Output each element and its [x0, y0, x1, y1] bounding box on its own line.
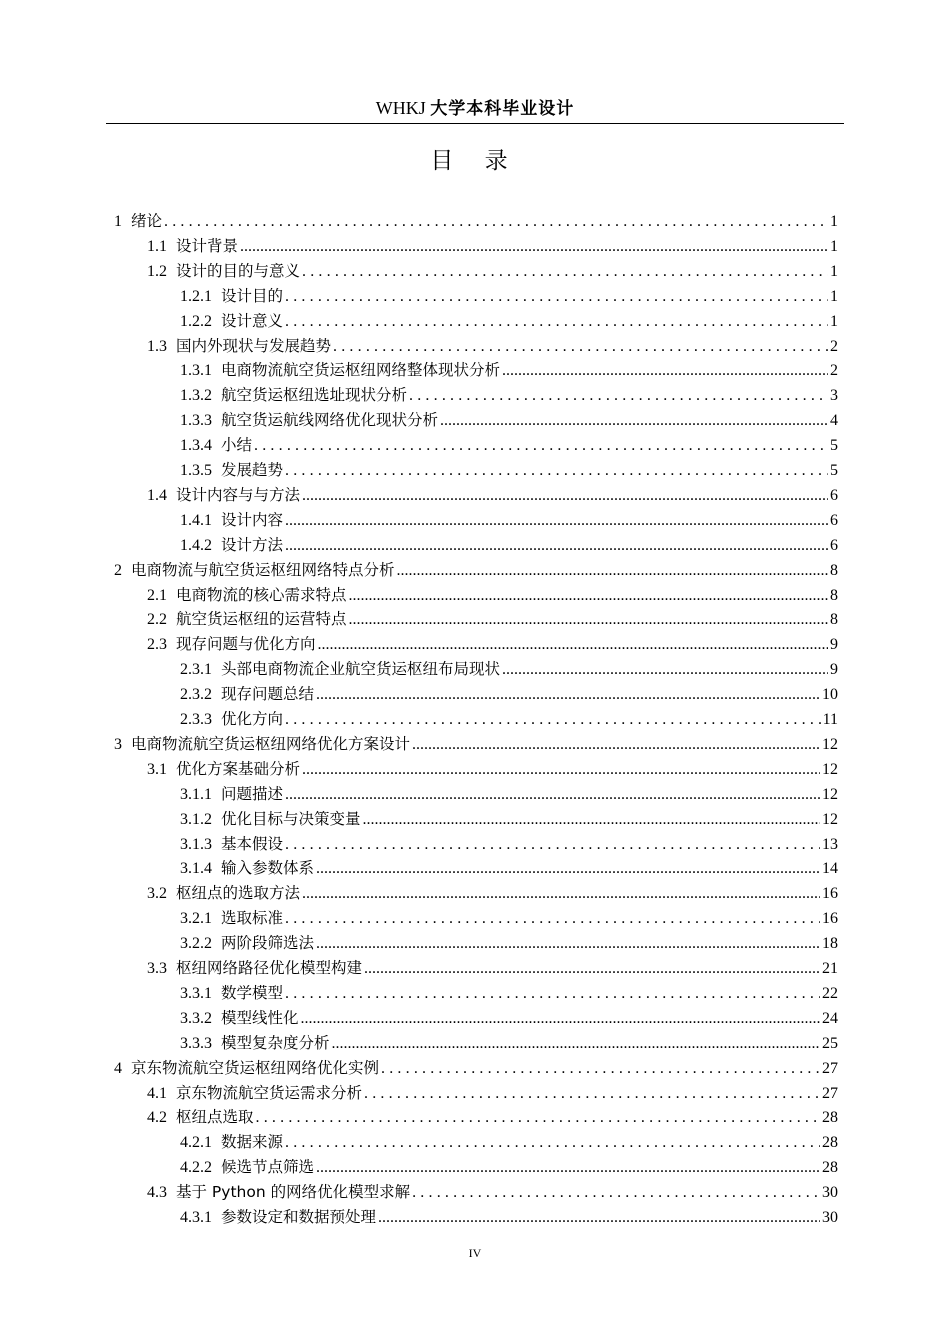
toc-entry[interactable] [180, 807, 838, 832]
toc-entry-page: 13 [822, 835, 838, 853]
toc-entry[interactable] [180, 309, 838, 334]
toc-entry-title: 电商物流的核心需求特点 [176, 585, 347, 604]
toc-entry-title: 基本假设 [221, 834, 284, 853]
toc-dot-leader [240, 234, 828, 259]
toc-entry[interactable] [147, 607, 838, 632]
toc-entry[interactable] [147, 881, 838, 906]
toc-entry-number: 1.2.1 [180, 287, 212, 305]
toc-dot-leader [256, 1105, 820, 1130]
toc-entry-title: 优化方案基础分析 [176, 759, 301, 778]
toc-entry-page: 12 [822, 735, 838, 753]
toc-entry-number: 3.2.2 [180, 935, 212, 953]
header-rule [106, 123, 844, 124]
toc-dot-leader [333, 334, 828, 359]
toc-entry-number: 2.3 [147, 636, 167, 654]
toc-entry[interactable] [147, 632, 838, 657]
toc-dot-leader [412, 732, 820, 757]
toc-entry-number: 1.1 [147, 237, 167, 255]
toc-entry-page: 5 [830, 437, 838, 455]
toc-entry-title: 电商物流航空货运枢纽网络优化方案设计 [131, 734, 411, 753]
toc-dot-leader [349, 583, 828, 608]
toc-entry-number: 1.3.1 [180, 362, 212, 380]
toc-dot-leader [285, 707, 821, 732]
toc-entry[interactable] [180, 433, 838, 458]
toc-entry-number: 1.3.4 [180, 437, 212, 455]
toc-dot-leader [316, 1155, 820, 1180]
toc-entry-page: 27 [822, 1059, 838, 1077]
toc-entry-number: 4.3.1 [180, 1209, 212, 1226]
toc-dot-leader [302, 757, 820, 782]
toc-entry-title: 枢纽点选取 [176, 1108, 254, 1127]
toc-entry-title: 电商物流航空货运枢纽网络整体现状分析 [221, 361, 501, 380]
toc-entry[interactable] [180, 383, 838, 408]
toc-entry-title: 问题描述 [221, 784, 284, 803]
toc-entry-title: 头部电商物流企业航空货运枢纽布局现状 [221, 660, 501, 679]
toc-entry-number: 3 [114, 735, 122, 753]
toc-dot-leader [301, 1006, 820, 1031]
toc-dot-leader [285, 906, 820, 931]
toc-entry[interactable] [147, 259, 838, 284]
toc-entry[interactable] [147, 234, 838, 259]
toc-entry-page: 30 [822, 1209, 838, 1226]
toc-entry-page: 1 [830, 237, 838, 255]
toc-entry-page: 1 [830, 312, 838, 330]
toc-entry-title: 两阶段筛选法 [221, 934, 315, 953]
toc-entry-number: 1.4.1 [180, 511, 212, 529]
toc-entry-page: 6 [830, 536, 838, 554]
toc-entry-title: 参数设定和数据预处理 [221, 1208, 377, 1226]
toc-dot-leader [285, 832, 820, 857]
toc-dot-leader [285, 508, 828, 533]
toc-entry-number: 4.2.2 [180, 1159, 212, 1177]
toc-dot-leader [440, 408, 828, 433]
toc-entry[interactable] [180, 458, 838, 483]
toc-entry[interactable] [180, 832, 838, 857]
toc-entry-title: 绪论 [131, 212, 163, 230]
toc-entry[interactable] [147, 334, 838, 359]
toc-entry-page: 9 [830, 661, 838, 679]
toc-entry-title: 小结 [221, 436, 253, 455]
toc-entry-number: 4.3 [147, 1184, 167, 1202]
toc-entry[interactable] [180, 284, 838, 309]
toc-entry-title: 设计意义 [221, 311, 284, 330]
toc-entry-number: 1.2 [147, 262, 167, 280]
toc-entry-page: 11 [822, 711, 838, 728]
toc-entry[interactable] [114, 1056, 838, 1081]
toc-entry-number: 2 [114, 561, 122, 579]
toc-entry-page: 14 [822, 860, 838, 878]
toc-entry-number: 3.1.4 [180, 860, 212, 878]
toc-entry-number: 3.1 [147, 760, 167, 778]
toc-entry-number: 1.3 [147, 337, 167, 355]
toc-entry-title: 基于 Python 的网络优化模型求解 [176, 1183, 411, 1202]
toc-dot-leader [363, 807, 820, 832]
toc-entry-number: 3.3 [147, 960, 167, 977]
toc-entry-number: 1.2.2 [180, 312, 212, 330]
toc-entry-title: 输入参数体系 [221, 859, 315, 878]
toc-entry-number: 3.2.1 [180, 910, 212, 928]
toc-entry-number: 1 [114, 213, 122, 230]
toc-entry-title: 数据来源 [221, 1133, 284, 1152]
toc-entry-page: 16 [822, 910, 838, 928]
toc-entry[interactable] [147, 956, 838, 981]
toc-entry-page: 6 [830, 511, 838, 529]
toc-dot-leader [285, 981, 820, 1006]
page-number: IV [468, 1246, 482, 1260]
running-header [106, 96, 844, 121]
toc-entry-page: 12 [822, 760, 838, 778]
toc-dot-leader [302, 259, 828, 284]
toc-entry-title: 优化目标与决策变量 [221, 809, 361, 828]
toc-entry-number: 2.1 [147, 586, 167, 604]
toc-dot-leader [254, 433, 828, 458]
toc-dot-leader [381, 1056, 820, 1081]
toc-entry-title: 现存问题总结 [221, 685, 315, 704]
toc-entry[interactable] [180, 682, 838, 707]
toc-entry-number: 4.2.1 [180, 1134, 212, 1152]
toc-entry-page: 28 [822, 1159, 838, 1177]
toc-entry-number: 3.1.2 [180, 810, 212, 828]
toc-entry-title: 发展趋势 [221, 461, 284, 479]
toc-dot-leader [412, 1180, 820, 1205]
toc-entry[interactable] [147, 1180, 838, 1205]
toc-entry-page: 22 [822, 984, 838, 1002]
toc-dot-leader [364, 1081, 820, 1106]
toc-dot-leader [285, 782, 820, 807]
toc-entry[interactable] [180, 782, 838, 807]
toc-entry[interactable] [180, 707, 838, 732]
toc-entry-number: 2.3.2 [180, 686, 212, 704]
toc-entry-title: 航空货运枢纽的运营特点 [176, 610, 347, 629]
toc-dot-leader [332, 1031, 820, 1056]
toc-entry[interactable] [180, 1006, 838, 1031]
toc-entry-number: 1.3.5 [180, 462, 212, 479]
toc-entry-title: 电商物流与航空货运枢纽网络特点分析 [131, 560, 395, 579]
toc-entry-page: 25 [822, 1034, 838, 1052]
toc-dot-leader [285, 458, 828, 483]
toc-dot-leader [285, 1130, 820, 1155]
toc-entry-title: 京东物流航空货运需求分析 [176, 1083, 363, 1102]
toc-entry[interactable] [180, 533, 838, 558]
toc-entry-title: 京东物流航空货运枢纽网络优化实例 [131, 1058, 380, 1077]
toc-entry-page: 10 [822, 686, 838, 704]
toc-entry-title: 模型线性化 [221, 1008, 299, 1027]
toc-entry[interactable] [180, 657, 838, 682]
toc-entry-number: 1.4 [147, 486, 167, 504]
toc-entry-title: 现存问题与优化方向 [176, 635, 316, 654]
toc-entry-page: 3 [830, 387, 838, 405]
toc-dot-leader [349, 607, 828, 632]
toc-entry-page: 12 [822, 810, 838, 828]
toc-entry-title: 设计内容与与方法 [176, 485, 301, 504]
toc-entry-page: 2 [830, 337, 838, 355]
toc-entry-number: 4.2 [147, 1109, 167, 1127]
toc-dot-leader [285, 284, 828, 309]
toc-entry-title: 设计目的 [221, 286, 284, 305]
toc-entry[interactable] [180, 408, 838, 433]
toc-dot-leader [285, 309, 828, 334]
toc-entry[interactable] [114, 209, 838, 234]
toc-dot-leader [502, 358, 828, 383]
toc-entry-title: 模型复杂度分析 [221, 1033, 330, 1052]
toc-entry[interactable] [147, 583, 838, 608]
toc-entry-title: 数学模型 [221, 983, 284, 1002]
toc-entry-page: 24 [822, 1009, 838, 1027]
toc-dot-leader [164, 209, 828, 234]
toc-entry-page: 8 [830, 561, 838, 579]
toc-entry[interactable] [180, 1130, 838, 1155]
toc-entry-title: 设计内容 [221, 510, 284, 529]
toc-dot-leader [302, 881, 820, 906]
toc-entry-title: 设计方法 [221, 535, 284, 554]
header-title: 大学本科毕业设计 [430, 99, 575, 119]
toc-dot-leader [316, 682, 820, 707]
toc-entry-page: 2 [830, 362, 838, 380]
toc-entry[interactable] [147, 483, 838, 508]
toc-dot-leader [364, 956, 820, 981]
toc-entry-title: 候选节点筛选 [221, 1158, 315, 1177]
toc-entry[interactable] [180, 358, 838, 383]
toc-entry-title: 航空货运航线网络优化现状分析 [221, 411, 439, 430]
toc-entry[interactable] [180, 931, 838, 956]
toc-entry-title: 航空货运枢纽选址现状分析 [221, 386, 408, 405]
toc-dot-leader [397, 558, 828, 583]
page-title: 目 录 [430, 148, 520, 174]
toc-entry-page: 4 [830, 412, 838, 430]
toc-entry-page: 28 [822, 1134, 838, 1152]
toc-entry-title: 国内外现状与发展趋势 [176, 336, 332, 355]
toc-entry[interactable] [180, 1031, 838, 1056]
toc-entry-number: 4 [114, 1059, 122, 1077]
toc-entry-number: 3.1.1 [180, 785, 212, 803]
toc-entry[interactable] [147, 1105, 838, 1130]
toc-entry-title: 优化方向 [221, 710, 284, 728]
toc-dot-leader [316, 931, 820, 956]
toc-entry-page: 9 [830, 636, 838, 654]
toc-dot-leader [302, 483, 828, 508]
toc-dot-leader [409, 383, 828, 408]
toc-entry-page: 12 [822, 785, 838, 803]
toc-entry[interactable] [180, 981, 838, 1006]
toc-entry-page: 5 [830, 462, 838, 479]
toc-entry-number: 1.3.3 [180, 412, 212, 430]
toc-entry-number: 3.3.2 [180, 1009, 212, 1027]
toc-entry-title: 枢纽点的选取方法 [176, 884, 301, 903]
toc-entry[interactable] [180, 856, 838, 881]
toc-entry-page: 27 [822, 1084, 838, 1102]
toc-entry-number: 1.3.2 [180, 387, 212, 405]
toc-entry[interactable] [114, 732, 838, 757]
toc-entry-title: 设计的目的与意义 [176, 261, 301, 280]
toc-dot-leader [318, 632, 828, 657]
toc-entry-page: 16 [822, 885, 838, 903]
toc-entry-page: 30 [822, 1184, 838, 1202]
toc-entry-number: 1.4.2 [180, 536, 212, 554]
toc-entry-title: 设计背景 [176, 236, 239, 255]
toc-dot-leader [378, 1205, 820, 1230]
toc-entry-page: 8 [830, 611, 838, 629]
toc-entry-page: 6 [830, 486, 838, 504]
toc-entry-page: 18 [822, 935, 838, 953]
toc-entry-page: 1 [830, 262, 838, 280]
toc-entry-number: 3.3.3 [180, 1034, 212, 1052]
toc-dot-leader [316, 856, 820, 881]
toc-dot-leader [285, 533, 828, 558]
toc-entry[interactable] [180, 508, 838, 533]
toc-entry-title: 枢纽网络路径优化模型构建 [176, 959, 363, 977]
header-latin: WHKJ [375, 98, 426, 118]
toc-entry[interactable] [147, 1081, 838, 1106]
toc-dot-leader [502, 657, 828, 682]
toc-entry[interactable] [180, 906, 838, 931]
toc-entry-page: 8 [830, 586, 838, 604]
toc-entry[interactable] [114, 558, 838, 583]
toc-entry-page: 21 [822, 960, 838, 977]
toc-entry-number: 3.1.3 [180, 835, 212, 853]
toc-entry-number: 2.3.3 [180, 711, 212, 728]
toc-entry-page: 28 [822, 1109, 838, 1127]
toc-entry[interactable] [147, 757, 838, 782]
toc-entry-number: 3.3.1 [180, 984, 212, 1002]
toc-entry-number: 3.2 [147, 885, 167, 903]
toc-entry[interactable] [180, 1205, 838, 1230]
toc-entry-number: 2.2 [147, 611, 167, 629]
toc-entry[interactable] [180, 1155, 838, 1180]
toc-entry-number: 4.1 [147, 1084, 167, 1102]
toc-entry-page: 1 [830, 213, 838, 230]
toc-entry-page: 1 [830, 287, 838, 305]
toc-entry-number: 2.3.1 [180, 661, 212, 679]
toc-entry-title: 选取标准 [221, 909, 284, 928]
